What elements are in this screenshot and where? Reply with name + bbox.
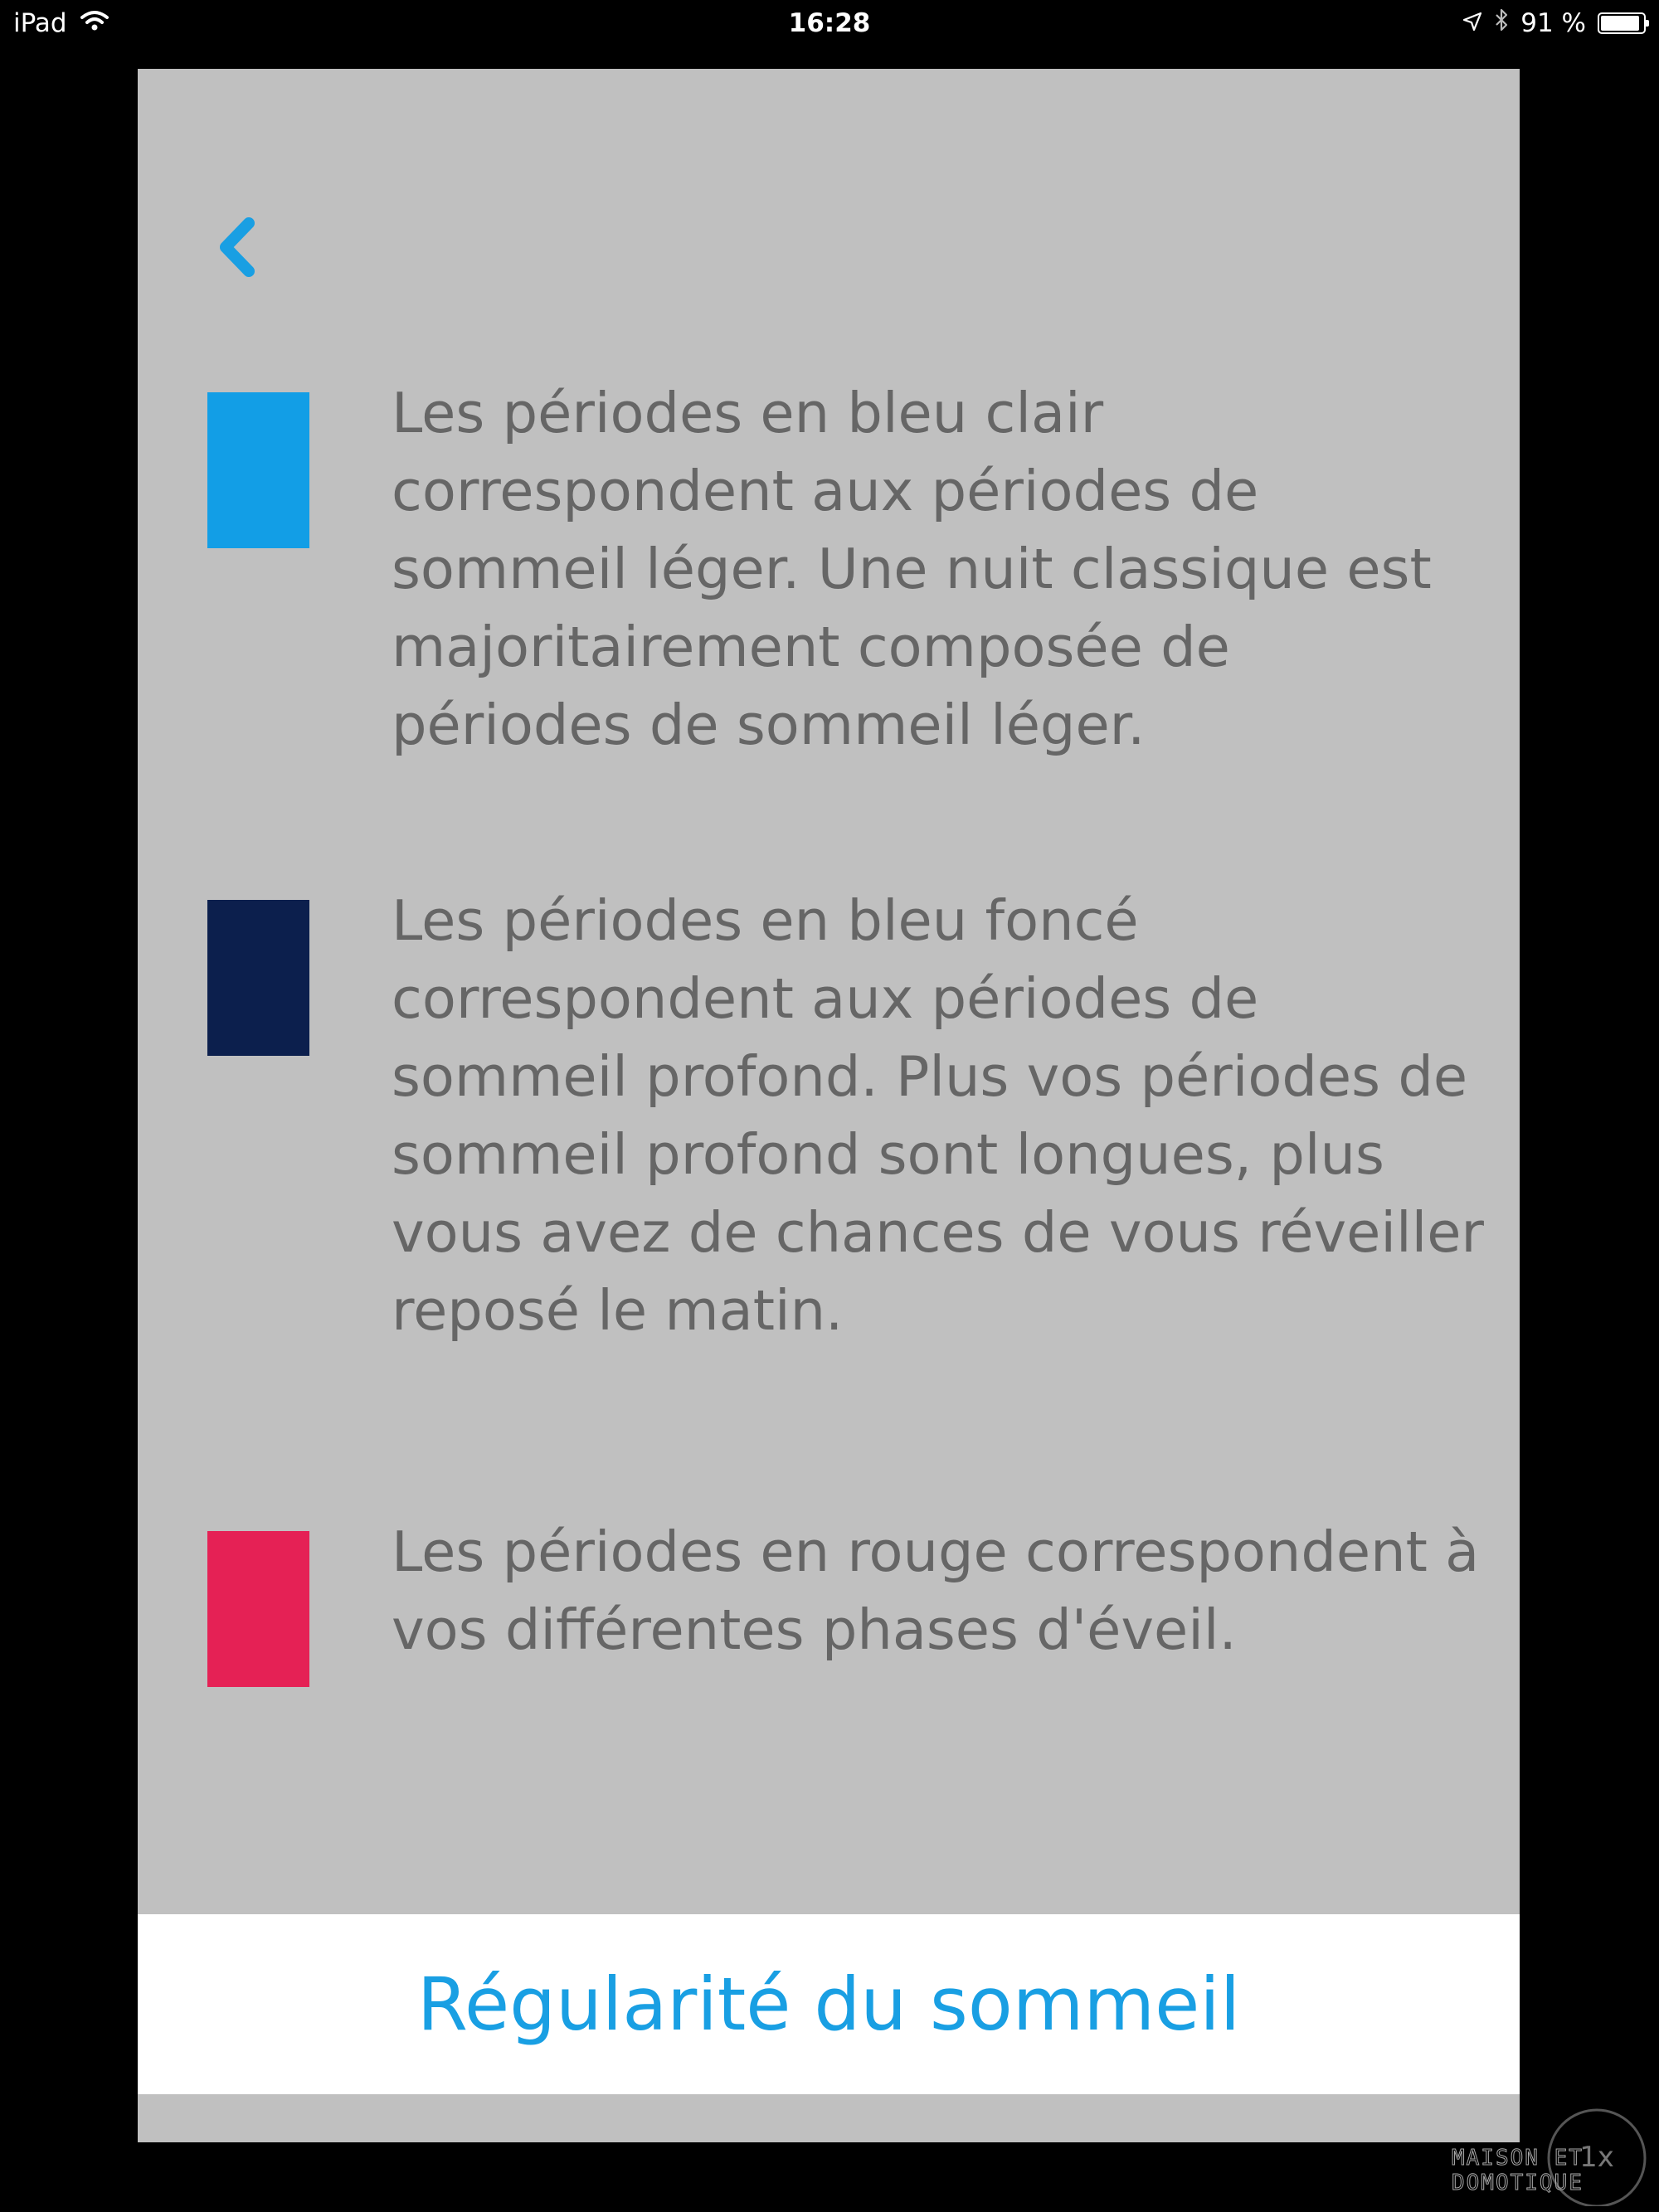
location-arrow-icon bbox=[1462, 8, 1482, 38]
bottom-bar[interactable] bbox=[138, 1914, 1520, 2094]
back-button[interactable] bbox=[204, 210, 270, 293]
watermark-line-2: DOMOTIQUE bbox=[1452, 2171, 1584, 2195]
status-time: 16:28 bbox=[788, 8, 871, 38]
red-swatch bbox=[207, 1531, 309, 1687]
battery-icon bbox=[1598, 12, 1646, 34]
dark-blue-swatch bbox=[207, 900, 309, 1056]
chevron-left-icon bbox=[204, 210, 270, 293]
device-name: iPad bbox=[13, 8, 67, 38]
battery-percent: 91 % bbox=[1520, 8, 1586, 38]
bluetooth-icon bbox=[1494, 8, 1509, 38]
status-bar-right bbox=[1462, 8, 1646, 38]
battery-fill bbox=[1601, 16, 1639, 31]
status-bar bbox=[0, 0, 1659, 46]
sleep-regularity-link[interactable]: Régularité du sommeil bbox=[416, 1962, 1241, 2047]
watermark-line-1: MAISON ET bbox=[1452, 2146, 1584, 2171]
light-sleep-description: Les périodes en bleu clair correspondent aux périodes de sommeil léger. Une nuit classique est majoritairement composée de périodes de sommeil léger. bbox=[392, 381, 1432, 757]
awake-description: Les périodes en rouge correspondent à vos différentes phases d'éveil. bbox=[392, 1519, 1480, 1662]
watermark-logo bbox=[1443, 2107, 1651, 2206]
zoom-badge: 1x bbox=[1579, 2141, 1614, 2174]
sleep-legend-panel bbox=[138, 69, 1520, 2142]
deep-sleep-description: Les périodes en bleu foncé correspondent aux périodes de sommeil profond. Plus vos périodes de sommeil profond sont longues, plus vous avez de chances de vous réveiller reposé le matin. bbox=[392, 888, 1484, 1343]
light-blue-swatch bbox=[207, 392, 309, 548]
